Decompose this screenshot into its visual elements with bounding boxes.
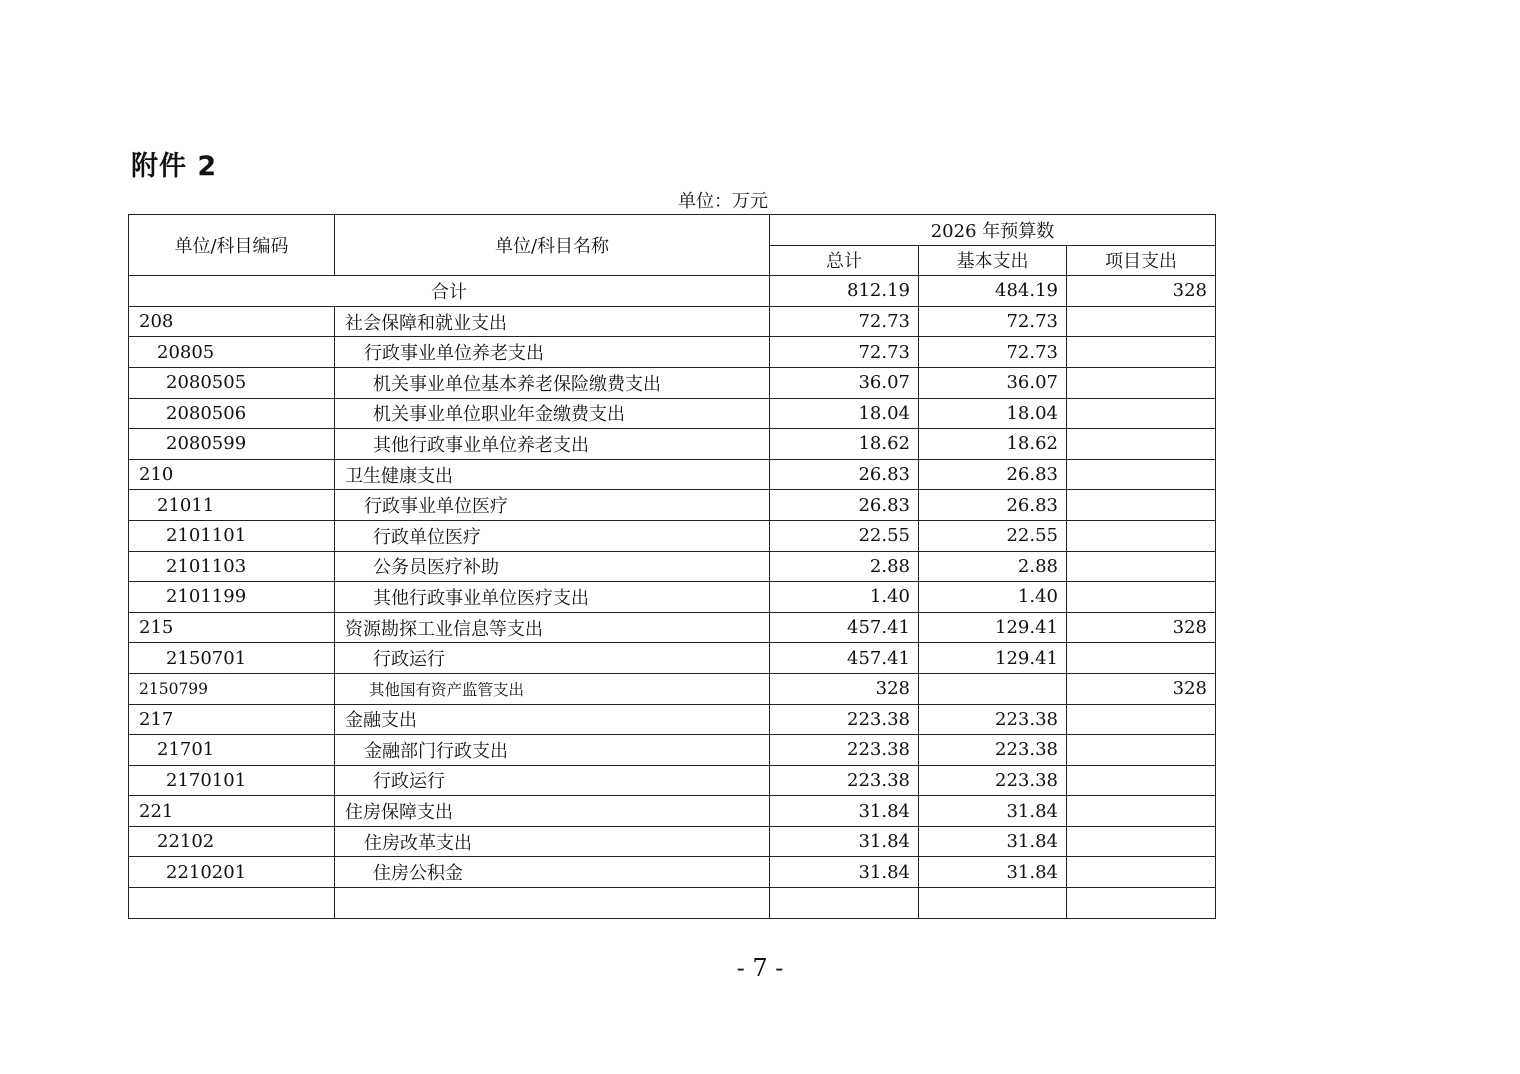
table-row [129,704,1216,735]
header-basic: 基本支出 [919,245,1067,276]
row-total: 457.41 [770,612,919,643]
row-basic: 129.41 [919,643,1067,674]
header-project: 项目支出 [1067,245,1216,276]
unit-label: 单位：万元 [678,191,768,212]
row-project [1067,306,1216,337]
row-name: 其他国有资产监管支出 [335,673,770,704]
table-row [129,367,1216,398]
row-code: 2080506 [129,398,335,429]
table-row [129,673,1216,704]
row-name: 住房保障支出 [335,796,770,827]
row-total: 72.73 [770,337,919,368]
header-code: 单位/科目编码 [129,215,335,276]
row-total: 72.73 [770,306,919,337]
row-total: 18.04 [770,398,919,429]
row-name: 行政事业单位医疗 [335,490,770,521]
row-basic: 36.07 [919,367,1067,398]
row-project [1067,367,1216,398]
row-basic: 223.38 [919,765,1067,796]
row-name: 机关事业单位基本养老保险缴费支出 [335,367,770,398]
table-row [129,520,1216,551]
row-code: 208 [129,306,335,337]
row-project [1067,765,1216,796]
table-row [129,429,1216,460]
table-row [129,888,1216,919]
budget-table [128,214,1216,919]
row-project: 328 [1067,673,1216,704]
row-total: 31.84 [770,857,919,888]
row-code: 2101101 [129,520,335,551]
row-project [1067,888,1216,919]
row-total: 328 [770,673,919,704]
row-project [1067,582,1216,613]
row-name: 住房改革支出 [335,826,770,857]
row-total: 18.62 [770,429,919,460]
summary-project: 328 [1067,276,1216,307]
row-total: 223.38 [770,704,919,735]
table-row [129,735,1216,766]
row-code: 2101199 [129,582,335,613]
row-total [770,888,919,919]
row-code: 2101103 [129,551,335,582]
row-name: 行政单位医疗 [335,520,770,551]
row-name: 行政事业单位养老支出 [335,337,770,368]
row-code: 22102 [129,826,335,857]
row-project [1067,459,1216,490]
row-code: 2080599 [129,429,335,460]
table-row [129,796,1216,827]
header-total: 总计 [770,245,919,276]
summary-basic: 484.19 [919,276,1067,307]
row-basic: 129.41 [919,612,1067,643]
row-total: 36.07 [770,367,919,398]
row-code: 2080505 [129,367,335,398]
row-project [1067,429,1216,460]
row-project [1067,398,1216,429]
row-name: 机关事业单位职业年金缴费支出 [335,398,770,429]
page-number: - 7 - [736,954,784,982]
budget-rows [129,306,1216,918]
row-project [1067,857,1216,888]
table-row [129,490,1216,521]
row-code: 210 [129,459,335,490]
table-row [129,612,1216,643]
row-total: 26.83 [770,490,919,521]
row-code: 2170101 [129,765,335,796]
attachment-title: 附件 2 [131,151,218,182]
summary-row [129,276,1216,307]
row-project [1067,704,1216,735]
row-name: 资源勘探工业信息等支出 [335,612,770,643]
row-name: 其他行政事业单位养老支出 [335,429,770,460]
row-basic: 223.38 [919,704,1067,735]
row-code [129,888,335,919]
table-row [129,643,1216,674]
row-code: 215 [129,612,335,643]
row-code: 2210201 [129,857,335,888]
row-name: 公务员医疗补助 [335,551,770,582]
row-code: 21011 [129,490,335,521]
table-row [129,765,1216,796]
row-basic: 31.84 [919,857,1067,888]
row-total: 223.38 [770,735,919,766]
row-project [1067,551,1216,582]
table-row [129,582,1216,613]
row-project: 328 [1067,612,1216,643]
row-basic: 72.73 [919,306,1067,337]
row-name: 其他行政事业单位医疗支出 [335,582,770,613]
row-basic [919,888,1067,919]
row-code: 21701 [129,735,335,766]
row-total: 26.83 [770,459,919,490]
row-code: 20805 [129,337,335,368]
row-code: 221 [129,796,335,827]
summary-label: 合计 [129,276,770,307]
row-basic: 22.55 [919,520,1067,551]
row-total: 223.38 [770,765,919,796]
row-basic: 26.83 [919,490,1067,521]
summary-total: 812.19 [770,276,919,307]
header-name: 单位/科目名称 [335,215,770,276]
row-name: 金融支出 [335,704,770,735]
table-row [129,306,1216,337]
table-row [129,857,1216,888]
row-basic: 1.40 [919,582,1067,613]
row-project [1067,643,1216,674]
row-total: 31.84 [770,826,919,857]
header-budget-group: 2026 年预算数 [770,215,1216,246]
row-basic: 72.73 [919,337,1067,368]
row-name: 住房公积金 [335,857,770,888]
table-row [129,337,1216,368]
row-total: 22.55 [770,520,919,551]
table-row [129,459,1216,490]
row-name: 行政运行 [335,765,770,796]
row-basic: 223.38 [919,735,1067,766]
row-basic: 31.84 [919,826,1067,857]
row-project [1067,826,1216,857]
row-code: 2150799 [129,673,335,704]
row-basic: 18.62 [919,429,1067,460]
table-row [129,826,1216,857]
row-name: 行政运行 [335,643,770,674]
row-project [1067,796,1216,827]
row-project [1067,490,1216,521]
row-total: 2.88 [770,551,919,582]
row-name: 金融部门行政支出 [335,735,770,766]
row-basic: 31.84 [919,796,1067,827]
row-total: 457.41 [770,643,919,674]
header-row-top [129,215,1216,246]
row-name: 卫生健康支出 [335,459,770,490]
row-project [1067,337,1216,368]
row-project [1067,735,1216,766]
table-row [129,551,1216,582]
row-basic [919,673,1067,704]
row-project [1067,520,1216,551]
row-name: 社会保障和就业支出 [335,306,770,337]
row-total: 31.84 [770,796,919,827]
row-code: 217 [129,704,335,735]
row-code: 2150701 [129,643,335,674]
row-basic: 2.88 [919,551,1067,582]
table-row [129,398,1216,429]
row-name [335,888,770,919]
row-basic: 26.83 [919,459,1067,490]
row-basic: 18.04 [919,398,1067,429]
row-total: 1.40 [770,582,919,613]
